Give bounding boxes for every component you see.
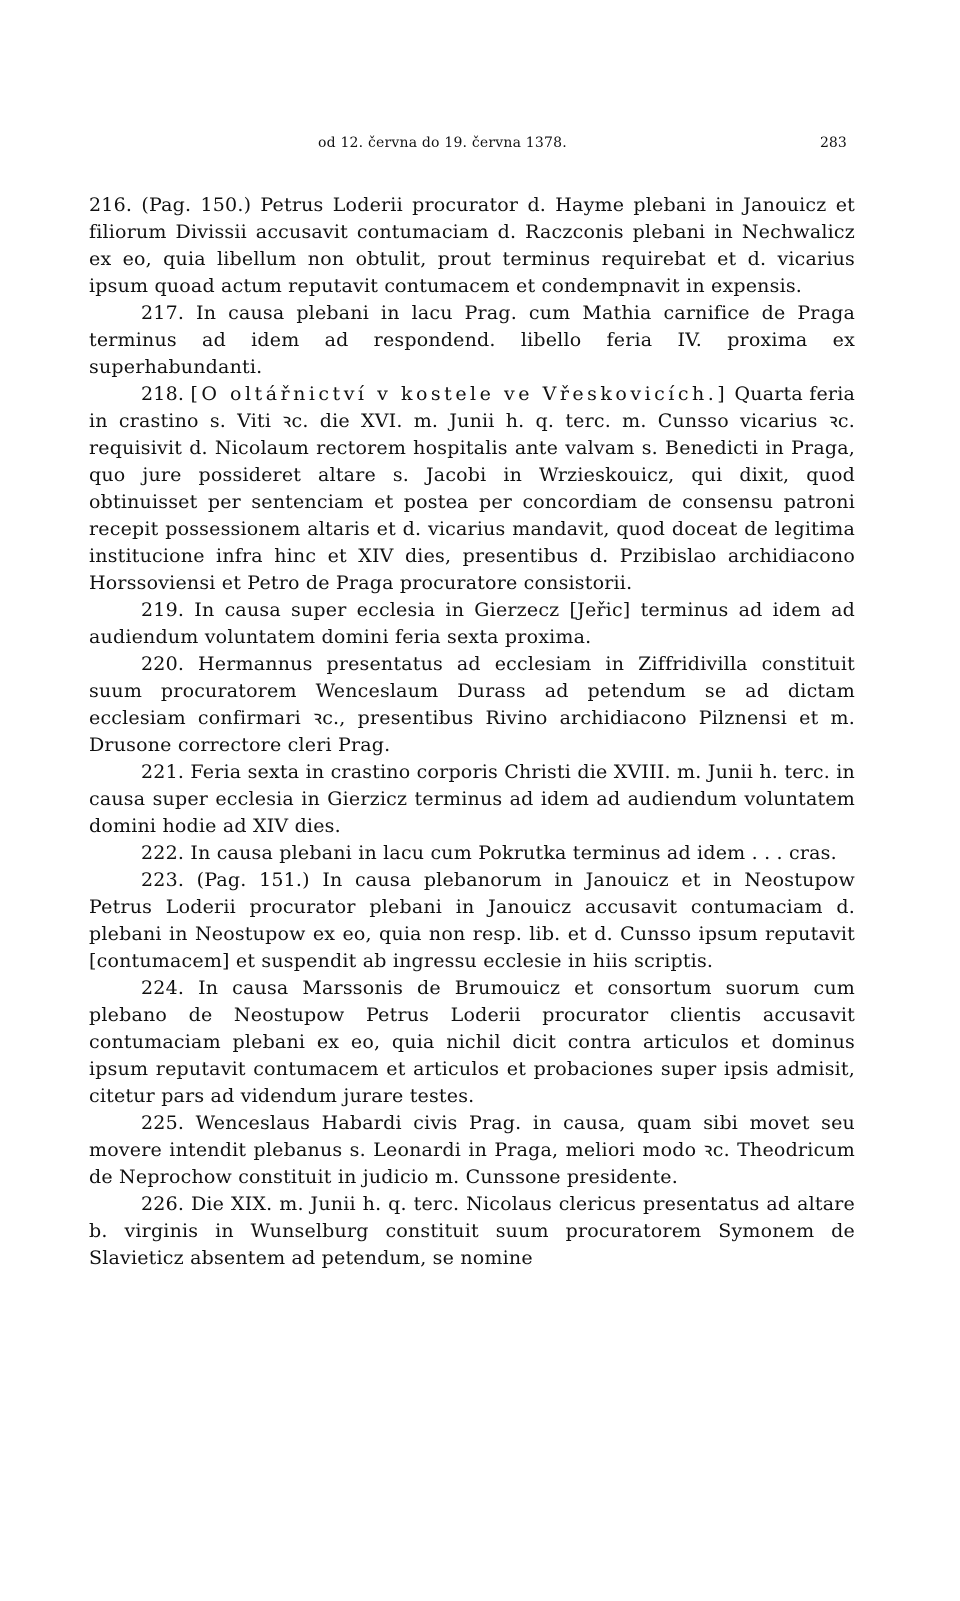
entry-text: (Pag. 151.) In causa plebanorum in Janouicz et in Neostupow Petrus Loderii procurator plebani in Janouicz accusavit contumaciam d. plebani in Neostupow ex eo, quia non resp. lib. et d. Cunsso ipsum reputavit [contumacem] et suspendit ab ingressu ecclesie in hiis scriptis. (89, 869, 855, 972)
entry-number: 223. (141, 869, 185, 891)
entry-text: In causa plebani in lacu cum Pokrutka terminus ad idem . . . cras. (190, 842, 837, 864)
entry-number: 225. (141, 1112, 185, 1134)
entry-217 (89, 300, 855, 381)
entry-number: 221. (141, 761, 185, 783)
entry-text: Feria sexta in crastino corporis Christi die XVIII. m. Junii h. terc. in causa super ecclesia in Gierzicz terminus ad idem ad audiendum voluntatem domini hodie ad XIV dies. (89, 761, 855, 837)
entry-number: 218. (141, 383, 185, 405)
entry-number: 216. (89, 194, 133, 216)
entry-218 (89, 381, 855, 597)
entry-number: 224. (141, 977, 185, 999)
entry-224 (89, 975, 855, 1110)
entry-number: 226. (141, 1193, 185, 1215)
entry-text: (Pag. 150.) Petrus Loderii procurator d. Hayme plebani in Janouicz et filiorum Divissii accusavit contumaciam d. Raczconis plebani in Nechwalicz ex eo, quia libellum non obtulit, prout terminus requirebat et d. vicarius ipsum quoad actum reputavit contumacem et condempnavit in expensis. (89, 194, 855, 297)
entry-text: Hermannus presentatus ad ecclesiam in Ziffridivilla constituit suum procuratorem Wenceslaum Durass ad petendum se ad dictam ecclesiam confirmari ꝛc., presentibus Rivino archidiacono Pilznensi et m. Drusone correctore cleri Prag. (89, 653, 855, 756)
entry-221 (89, 759, 855, 840)
entry-text: Quarta feria in crastino s. Viti ꝛc. die XVI. m. Junii h. q. terc. m. Cunsso vicarius ꝛc. requisivit d. Nicolaum rectorem hospitalis ante valvam s. Benedicti in Praga, quo jure possideret altare s. Jacobi in Wrzieskouicz, qui dixit, quod obtinuisset per sentenciam et postea per concordiam de consensu patroni recepit possessionem altaris et d. vicarius mandavit, quod doceat de legitima institucione infra hinc et XIV dies, presentibus d. Przibislao archidiacono Horssoviensi et Petro de Praga procuratore consistorii. (89, 383, 855, 594)
page-number: 283 (820, 135, 847, 151)
entry-text: In causa Marssonis de Brumouicz et consortum suorum cum plebano de Neostupow Petrus Loderii procurator clientis accusavit contumaciam plebani ex eo, quia nichil dicit contra articulos et dominus ipsum reputavit contumacem et articulos et probaciones super ipsis admisit, citetur pars ad videndum jurare testes. (89, 977, 855, 1107)
entry-text: Die XIX. m. Junii h. q. terc. Nicolaus clericus presentatus ad altare b. virginis in Wunselburg constituit suum procuratorem Symonem de Slavieticz absentem ad petendum, se nomine (89, 1193, 855, 1269)
entry-text: In causa plebani in lacu Prag. cum Mathia carnifice de Praga terminus ad idem ad respondend. libello feria IV. proxima ex superhabundanti. (89, 302, 855, 378)
entry-text: Wenceslaus Habardi civis Prag. in causa, quam sibi movet seu movere intendit plebanus s. Leonardi in Praga, meliori modo ꝛc. Theodricum de Neprochow constituit in judicio m. Cunssone presidente. (89, 1112, 855, 1188)
entry-number: 217. (141, 302, 185, 324)
entry-heading: [O oltářnictví v kostele ve Vřeskovicích.] (190, 383, 729, 405)
body-text (89, 192, 855, 1272)
entry-number: 222. (141, 842, 185, 864)
entry-223 (89, 867, 855, 975)
entry-219 (89, 597, 855, 651)
entry-225 (89, 1110, 855, 1191)
entry-222 (89, 840, 855, 867)
running-header (0, 135, 960, 155)
entry-226 (89, 1191, 855, 1272)
entry-number: 219. (141, 599, 185, 621)
entry-220 (89, 651, 855, 759)
running-title: od 12. června do 19. června 1378. (318, 135, 567, 151)
entry-216 (89, 192, 855, 300)
entry-text: In causa super ecclesia in Gierzecz [Jeřic] terminus ad idem ad audiendum voluntatem domini feria sexta proxima. (89, 599, 856, 648)
entry-number: 220. (141, 653, 185, 675)
